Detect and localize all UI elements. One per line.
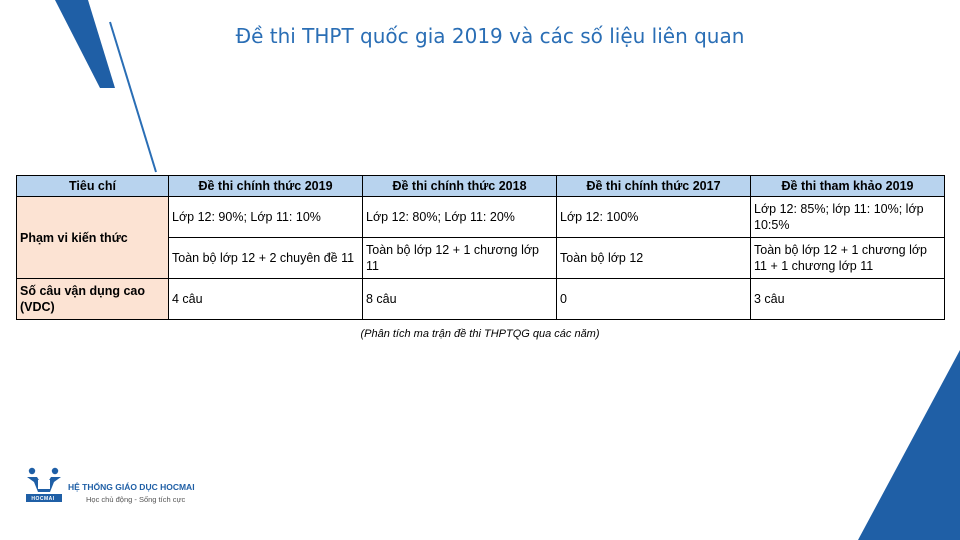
logo-name: HỆ THỐNG GIÁO DỤC HOCMAI [68,482,195,492]
header-official-2017: Đề thi chính thức 2017 [557,176,751,197]
table-caption: (Phân tích ma trận đề thi THPTQG qua các năm) [360,328,600,340]
header-official-2019: Đề thi chính thức 2019 [169,176,363,197]
table-cell: Toàn bộ lớp 12 [557,238,751,279]
table-cell: Lớp 12: 100% [557,197,751,238]
row-label-vdc-count: Số câu vận dụng cao (VDC) [17,279,169,320]
table-cell: 0 [557,279,751,320]
exam-matrix-table [16,175,945,320]
table-row [17,197,945,238]
table-cell: Toàn bộ lớp 12 + 1 chương lớp 11 + 1 chương lớp 11 [751,238,945,279]
header-reference-2019: Đề thi tham khảo 2019 [751,176,945,197]
logo-mark-text: HOCMAI [31,496,55,502]
table-cell: Lớp 12: 85%; lớp 11: 10%; lớp 10:5% [751,197,945,238]
logo-slogan: Học chủ động - Sống tích cực [86,495,186,504]
table-header-row [17,176,945,197]
header-criteria: Tiêu chí [17,176,169,197]
hocmai-logo [24,466,244,508]
slide-title: Đề thi THPT quốc gia 2019 và các số liệu liên quan [235,24,745,48]
table-row [17,279,945,320]
table-cell: 4 câu [169,279,363,320]
header-official-2018: Đề thi chính thức 2018 [363,176,557,197]
table-cell: 3 câu [751,279,945,320]
table-cell: 8 câu [363,279,557,320]
row-label-knowledge-scope: Phạm vi kiến thức [17,197,169,279]
table-cell: Lớp 12: 80%; Lớp 11: 20% [363,197,557,238]
table-cell: Toàn bộ lớp 12 + 2 chuyên đề 11 [169,238,363,279]
table-cell: Lớp 12: 90%; Lớp 11: 10% [169,197,363,238]
table-cell: Toàn bộ lớp 12 + 1 chương lớp 11 [363,238,557,279]
